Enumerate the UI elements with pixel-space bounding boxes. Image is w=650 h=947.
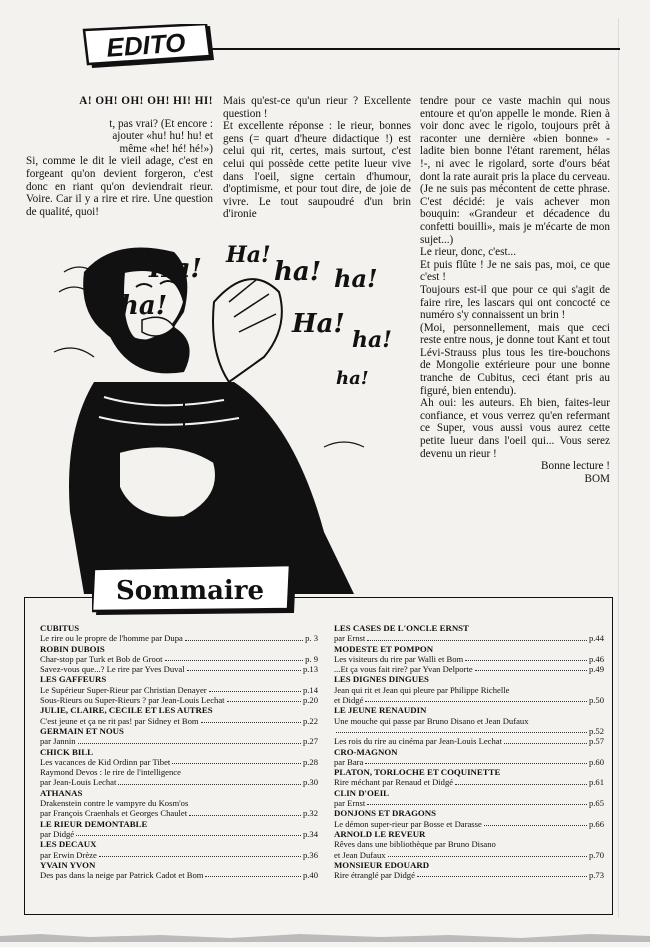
- toc-page-number: p.34: [302, 828, 318, 839]
- toc-entry-title: Des pas dans la neige par Patrick Cadot et Bom: [40, 870, 204, 881]
- edito-signature: BOM: [584, 472, 610, 485]
- toc-entry[interactable]: [40, 808, 318, 818]
- toc-section-title: YVAIN YVON: [40, 859, 96, 870]
- toc-section-title: JULIE, CLAIRE, CECILE ET LES AUTRES: [40, 705, 213, 716]
- edito-paragraph: Et excellente réponse : le rieur, bonnes gens (= quart d'heure didactique !) est celui qui rit, certes, mais surtout, c'est celui qui possède cette petite lueur vive dans l'oeil, signe certain d'humour, d'optimisme, et pour tout dire, de joie de vivre. Le tout saupoudré d'un brin d'ironie: [223, 120, 411, 221]
- toc-leader-dots: [172, 763, 301, 764]
- toc-section-title: LES DECAUX: [40, 839, 97, 850]
- toc-section-title: LE JEUNE RENAUDIN: [334, 705, 427, 716]
- toc-entry-title: par Ernst: [334, 633, 366, 644]
- toc-entry-title: et Jean Dufaux: [334, 849, 386, 860]
- toc-entry[interactable]: [40, 736, 318, 746]
- edito-column-2: [223, 95, 411, 221]
- toc-entry[interactable]: [40, 685, 318, 695]
- toc-entry-title: Une mouche qui passe par Bruno Disano et Jean Dufaux: [334, 715, 529, 726]
- toc-entry-title: par Jannin: [40, 736, 76, 747]
- toc-section-title: ATHANAS: [40, 787, 83, 798]
- toc-leader-dots: [475, 670, 587, 671]
- toc-page-number: p.60: [588, 756, 604, 767]
- toc-page-number: p.52: [588, 725, 604, 736]
- toc-leader-dots: [365, 701, 587, 702]
- edito-paragraph: Et puis flûte ! Je ne sais pas, moi, ce que c'est !: [420, 258, 610, 284]
- toc-section-title: PLATON, TORLOCHE ET COQUINETTE: [334, 767, 501, 778]
- toc-entry-title: Char-stop par Turk et Bob de Groot: [40, 653, 163, 664]
- toc-entry[interactable]: [334, 685, 604, 695]
- toc-page-number: p.30: [302, 777, 318, 788]
- toc-page-number: p.70: [588, 849, 604, 860]
- toc-entry[interactable]: [40, 777, 318, 787]
- toc-page-number: p.40: [302, 870, 318, 881]
- toc-section-title: LES CASES DE L'ONCLE ERNST: [334, 623, 469, 633]
- laugh-text: Ha!: [226, 242, 271, 268]
- toc-entry-title: ...Et ça vous fait rire? par Yvan Delporte: [334, 664, 473, 675]
- toc-page-number: p.32: [302, 808, 318, 819]
- sommaire-title: Sommaire: [115, 576, 265, 606]
- toc-section-title: GERMAIN ET NOUS: [40, 725, 124, 736]
- toc-page-number: p.22: [302, 715, 318, 726]
- toc-leader-dots: [465, 660, 587, 661]
- toc-entry[interactable]: [40, 664, 318, 674]
- toc-entry[interactable]: [40, 850, 318, 860]
- toc-section-title: DONJONS ET DRAGONS: [334, 808, 436, 819]
- toc-entry-title: Savez-vous que...? Le rire par Yves Duval: [40, 664, 185, 675]
- laugh-text: ha!: [336, 368, 369, 389]
- edito-paragraph: même «he! hé! hé!»): [119, 142, 213, 155]
- edito-paragraph: Si, comme le dit le vieil adage, c'est en forgeant qu'on devient forgeron, c'est donc en riant qu'on deviendrait rieur. Voire. Car il y a rire et rire. Une question de qualité, quoi!: [26, 155, 213, 218]
- toc-page-number: p.20: [302, 695, 318, 706]
- toc-entry[interactable]: [40, 654, 318, 664]
- toc-entry[interactable]: [40, 695, 318, 705]
- toc-section-title: CHICK BILL: [40, 746, 94, 757]
- toc-entry-title: Les rois du rire au cinéma par Jean-Louis Lechat: [334, 736, 502, 747]
- edito-paragraph: (Moi, personnellement, mais que ceci reste entre nous, je donne tout Kant et tout Lévi-Strauss plus tous les tire-bouchons de Mongolie extérieure pour une bonne tranche de Cubitus, ceci étant pris au figuré, bien entendu).: [420, 321, 610, 397]
- toc-page-number: p. 9: [305, 653, 318, 664]
- toc-leader-dots: [165, 660, 304, 661]
- edito-paragraph: Ah oui: les auteurs. Eh bien, faites-leur confiance, et vous verrez qu'en refermant ce Super, vous aussi vous aurez cette petite lueur dans l'oeil qui... Vous serez devenu un rieur !: [420, 397, 610, 460]
- toc-page-number: p.57: [588, 736, 604, 747]
- toc-right-column: [334, 623, 604, 880]
- toc-page-number: p.73: [588, 870, 604, 881]
- toc-section-title: CUBITUS: [40, 623, 80, 633]
- toc-leader-dots: [205, 876, 300, 877]
- edito-column-1: [26, 95, 213, 218]
- toc-entry[interactable]: [334, 850, 604, 860]
- toc-entry[interactable]: [40, 798, 318, 808]
- toc-entry[interactable]: [334, 726, 604, 736]
- toc-leader-dots: [388, 856, 587, 857]
- edito-paragraph: Le rieur, donc, c'est...: [420, 246, 517, 259]
- toc-entry[interactable]: [334, 798, 604, 808]
- toc-section-title: LES DIGNES DINGUES: [334, 674, 429, 685]
- toc-section-title: ROBIN DUBOIS: [40, 643, 105, 654]
- edito-column-3: [420, 95, 610, 485]
- toc-entry[interactable]: [334, 664, 604, 674]
- edito-banner-graphic: [82, 24, 217, 70]
- toc-page-number: p.66: [588, 818, 604, 829]
- toc-section-title: LES GAFFEURS: [40, 674, 107, 685]
- edito-paragraph: t, pas vrai? (Et encore :: [109, 117, 213, 130]
- toc-entry-title: Les visiteurs du rire par Walli et Bom: [334, 653, 464, 664]
- edito-paragraph: ajouter «hu! hu! hu! et: [112, 130, 213, 143]
- toc-entry[interactable]: [40, 716, 318, 726]
- toc-page-number: p.61: [588, 777, 604, 788]
- toc-entry-title: par François Craenhals et Georges Chaulet: [40, 808, 188, 819]
- toc-entry[interactable]: [40, 757, 318, 767]
- toc-page-number: p.65: [588, 798, 604, 809]
- toc-page-number: p.36: [302, 849, 318, 860]
- toc-leader-dots: [417, 876, 587, 877]
- edito-paragraph: Toujours est-il que pour ce qui s'agit de faire rire, les lascars qui ont concocté ce numéro s'y connaissent un brin !: [420, 283, 610, 322]
- toc-leader-dots: [365, 763, 587, 764]
- toc-leader-dots: [201, 722, 301, 723]
- edito-paragraph: tendre pour ce vaste machin qui nous entoure et qu'on appelle le monde. Rien à voir donc avec le rigolo, toujours prêt à raconter une dernière «bien bonne» - ladite bien bonne l'étant rarement, hélas !-, ni avec le rigolard, sorte d'ours béat dont la rate aurait pris la place du cerveau. (Je ne suis pas mécontent de cette phrase. C'est décidé: je vais achever mon bouquin: «Grandeur et décadence du confetti bouilli», mais je m'écarte de mon sujet...): [420, 95, 610, 246]
- toc-section-title: MONSIEUR EDOUARD: [334, 859, 430, 870]
- toc-leader-dots: [76, 835, 301, 836]
- toc-entry-title: Rêves dans une bibliothèque par Bruno Disano: [334, 839, 496, 850]
- toc-entry-title: par Erwin Drèze: [40, 849, 97, 860]
- edito-rule: [210, 48, 620, 50]
- toc-page-number: p. 3: [305, 633, 318, 644]
- toc-page-number: p.13: [302, 664, 318, 675]
- toc-section-title: CRO-MAGNON: [334, 746, 398, 757]
- toc-leader-dots: [367, 640, 587, 641]
- toc-leader-dots: [227, 701, 301, 702]
- toc-leader-dots: [185, 640, 303, 641]
- toc-entry[interactable]: [40, 870, 318, 880]
- toc-leader-dots: [367, 804, 587, 805]
- toc-entry[interactable]: [334, 839, 604, 849]
- toc-entry[interactable]: [334, 870, 604, 880]
- toc-page-number: p.28: [302, 756, 318, 767]
- toc-entry-title: Sous-Rieurs ou Super-Rieurs ? par Jean-Louis Lechat: [40, 695, 225, 706]
- toc-entry[interactable]: [334, 757, 604, 767]
- toc-entry-title: Drakenstein contre le vampyre du Kosm'os: [40, 798, 189, 809]
- toc-leader-dots: [455, 784, 587, 785]
- toc-section-title: CLIN D'OEIL: [334, 787, 389, 798]
- edito-title: EDITO: [105, 27, 187, 63]
- toc-entry-title: Jean qui rit et Jean qui pleure par Philippe Richelle: [334, 684, 510, 695]
- toc-entry-title: et Didgé: [334, 695, 364, 706]
- laugh-text: ha!: [352, 327, 392, 353]
- toc-entry-title: Rire méchant par Renaud et Didgé: [334, 777, 454, 788]
- toc-leader-dots: [78, 743, 301, 744]
- toc-entry[interactable]: [40, 767, 318, 777]
- page-bottom-edge: [0, 922, 650, 942]
- toc-entry-title: Rire étranglé par Didgé: [334, 870, 415, 881]
- toc-page-number: p.14: [302, 684, 318, 695]
- toc-leader-dots: [187, 670, 301, 671]
- toc-entry[interactable]: [334, 716, 604, 726]
- toc-entry[interactable]: [334, 777, 604, 787]
- toc-entry-title: Le démon super-rieur par Bosse et Darasse: [334, 818, 482, 829]
- toc-entry[interactable]: [40, 633, 318, 643]
- toc-entry-title: par Bara: [334, 756, 364, 767]
- laugh-text: Ha!: [292, 309, 345, 339]
- toc-leader-dots: [336, 732, 587, 733]
- toc-page-number: p.49: [588, 664, 604, 675]
- toc-left-column: [40, 623, 318, 880]
- toc-section-title: ARNOLD LE REVEUR: [334, 828, 426, 839]
- toc-entry[interactable]: [334, 654, 604, 664]
- toc-entry[interactable]: [334, 819, 604, 829]
- toc-leader-dots: [99, 856, 301, 857]
- edito-banner: [82, 24, 217, 70]
- toc-leader-dots: [189, 815, 301, 816]
- toc-section-title: MODESTE ET POMPON: [334, 643, 434, 654]
- laughing-man-illustration: [24, 232, 418, 594]
- toc-leader-dots: [484, 825, 587, 826]
- toc-entry-title: Le Supérieur Super-Rieur par Christian Denayer: [40, 684, 207, 695]
- toc-page-number: p.27: [302, 736, 318, 747]
- edito-laugh-line: A! OH! OH! OH! HI! HI!: [79, 95, 213, 107]
- laugh-text: ha!: [120, 291, 168, 321]
- toc-page-number: p.44: [588, 633, 604, 644]
- laugh-text: ha!: [334, 264, 378, 293]
- toc-page-number: p.50: [588, 695, 604, 706]
- toc-entry-title: par Ernst: [334, 798, 366, 809]
- edito-paragraph: Mais qu'est-ce qu'un rieur ? Excellente question !: [223, 95, 411, 120]
- toc-entry[interactable]: [40, 829, 318, 839]
- toc-leader-dots: [209, 691, 301, 692]
- toc-section-title: LE RIEUR DEMONTABLE: [40, 818, 148, 829]
- laugh-text: Ha!: [149, 254, 202, 284]
- toc-leader-dots: [118, 784, 301, 785]
- toc-page-number: p.46: [588, 653, 604, 664]
- toc-leader-dots: [504, 743, 587, 744]
- toc-entry-title: par Jean-Louis Lechat: [40, 777, 117, 788]
- toc-entry[interactable]: [334, 633, 604, 643]
- toc-entry-title: Raymond Devos : le rire de l'intelligence: [40, 767, 181, 778]
- edito-signoff: Bonne lecture !: [541, 460, 610, 473]
- toc-entry-title: Les vacances de Kid Ordinn par Tibet: [40, 756, 171, 767]
- laugh-text: ha!: [274, 257, 322, 287]
- toc-entry[interactable]: [334, 736, 604, 746]
- toc-entry-title: Le rire ou le propre de l'homme par Dupa: [40, 633, 183, 644]
- toc-entry[interactable]: [334, 695, 604, 705]
- toc-entry-title: par Didgé: [40, 828, 75, 839]
- toc-entry-title: C'est jeune et ça ne rit pas! par Sidney et Bom: [40, 715, 199, 726]
- sommaire-banner: [92, 565, 298, 617]
